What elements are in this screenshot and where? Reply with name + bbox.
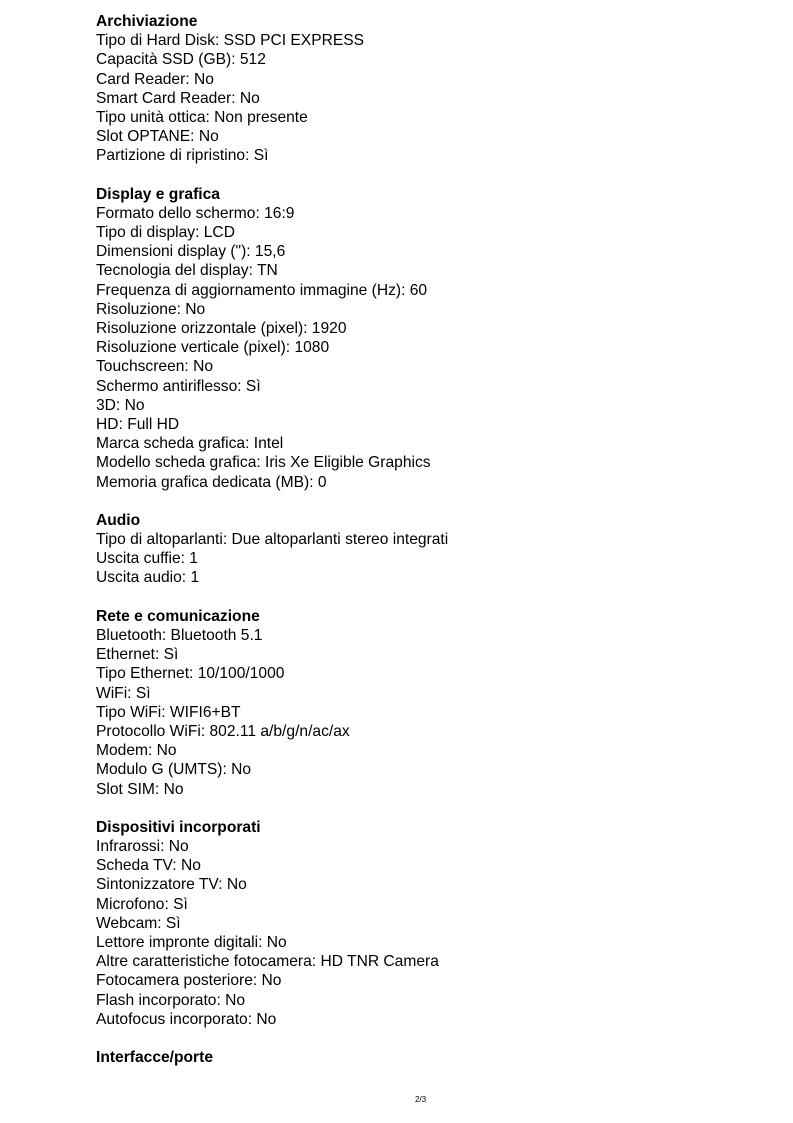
spec-line: Uscita audio: 1 xyxy=(96,569,200,587)
spec-line: Autofocus incorporato: No xyxy=(96,1010,277,1028)
spec-line: Infrarossi: No xyxy=(96,838,189,856)
section-heading: Interfacce/porte xyxy=(96,1049,213,1067)
spec-section xyxy=(96,818,776,1029)
spec-line: Modem: No xyxy=(96,742,177,760)
spec-line: Memoria grafica dedicata (MB): 0 xyxy=(96,473,327,491)
spec-line: Smart Card Reader: No xyxy=(96,89,260,107)
spec-line: Tipo Ethernet: 10/100/1000 xyxy=(96,665,285,683)
spec-section xyxy=(96,607,776,799)
spec-line: 3D: No xyxy=(96,396,145,414)
spec-line: Altre caratteristiche fotocamera: HD TNR Camera xyxy=(96,953,439,971)
spec-line: Fotocamera posteriore: No xyxy=(96,972,282,990)
spec-line: Webcam: Sì xyxy=(96,914,181,932)
section-heading: Display e grafica xyxy=(96,185,220,203)
spec-line: Protocollo WiFi: 802.11 a/b/g/n/ac/ax xyxy=(96,722,350,740)
spec-line: Touchscreen: No xyxy=(96,358,214,376)
spec-section xyxy=(96,511,776,588)
spec-line: Tecnologia del display: TN xyxy=(96,262,278,280)
spec-line: Frequenza di aggiornamento immagine (Hz): 60 xyxy=(96,281,428,299)
spec-line: Lettore impronte digitali: No xyxy=(96,934,287,951)
spec-line: WiFi: Sì xyxy=(96,684,151,702)
section-heading: Archiviazione xyxy=(96,13,198,30)
spec-line: Scheda TV: No xyxy=(96,857,201,875)
spec-section xyxy=(96,12,776,166)
spec-line: Dimensioni display ("): 15,6 xyxy=(96,243,286,261)
spec-line: Tipo unità ottica: Non presente xyxy=(96,108,308,126)
spec-line: Tipo di Hard Disk: SSD PCI EXPRESS xyxy=(96,32,365,50)
spec-line: HD: Full HD xyxy=(96,415,180,433)
spec-line: Slot SIM: No xyxy=(96,780,184,798)
spec-section xyxy=(96,185,776,492)
spec-line: Capacità SSD (GB): 512 xyxy=(96,51,266,69)
spec-line: Bluetooth: Bluetooth 5.1 xyxy=(96,627,263,644)
page-number: 2/3 xyxy=(414,1095,427,1104)
spec-line: Modulo G (UMTS): No xyxy=(96,761,252,779)
spec-line: Microfono: Sì xyxy=(96,895,188,913)
section-heading: Dispositivi incorporati xyxy=(96,818,261,836)
spec-line: Ethernet: Sì xyxy=(96,646,179,664)
spec-line: Formato dello schermo: 16:9 xyxy=(96,204,295,222)
spec-line: Risoluzione verticale (pixel): 1080 xyxy=(96,339,330,357)
spec-line: Schermo antiriflesso: Sì xyxy=(96,377,261,395)
spec-line: Uscita cuffie: 1 xyxy=(96,550,198,568)
spec-line: Tipo WiFi: WIFI6+BT xyxy=(96,703,241,721)
spec-line: Modello scheda grafica: Iris Xe Eligible Graphics xyxy=(96,454,431,472)
spec-line: Tipo di altoparlanti: Due altoparlanti stereo integrati xyxy=(96,531,449,549)
section-heading: Audio xyxy=(96,511,141,529)
spec-line: Risoluzione orizzontale (pixel): 1920 xyxy=(96,320,347,337)
spec-line: Partizione di ripristino: Sì xyxy=(96,147,269,165)
spec-section xyxy=(96,1048,776,1067)
spec-document xyxy=(96,12,776,1067)
spec-line: Slot OPTANE: No xyxy=(96,128,219,146)
section-heading: Rete e comunicazione xyxy=(96,607,260,625)
spec-line: Risoluzione: No xyxy=(96,300,206,318)
spec-line: Card Reader: No xyxy=(96,70,214,88)
spec-line: Marca scheda grafica: Intel xyxy=(96,435,284,453)
spec-line: Sintonizzatore TV: No xyxy=(96,876,247,894)
spec-line: Flash incorporato: No xyxy=(96,991,246,1009)
spec-line: Tipo di display: LCD xyxy=(96,224,235,242)
